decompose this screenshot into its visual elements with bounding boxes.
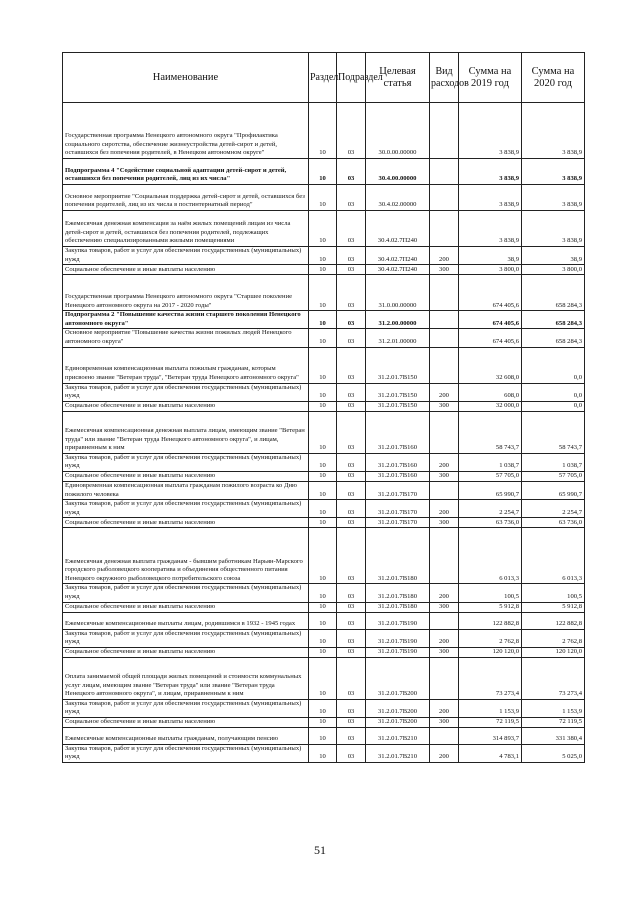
cell-sum-2020: 57 705,0 <box>522 471 585 481</box>
cell-target-article: 31.2.01.7В160 <box>366 453 430 471</box>
cell-sum-2019: 674 405,6 <box>459 329 522 347</box>
cell-name: Закупка товаров, работ и услуг для обеспечения государственных (муниципальных) нужд <box>63 500 309 518</box>
cell-razdel: 10 <box>309 103 337 159</box>
cell-razdel: 10 <box>309 383 337 401</box>
cell-sum-2020: 658 284,3 <box>522 311 585 329</box>
cell-name: Закупка товаров, работ и услуг для обеспечения государственных (муниципальных) нужд <box>63 247 309 265</box>
cell-name: Основное мероприятие "Повышение качества жизни пожилых людей Ненецкого автономного округа" <box>63 329 309 347</box>
cell-target-article: 31.2.01.7В160 <box>366 471 430 481</box>
cell-sum-2020: 120 120,0 <box>522 647 585 657</box>
cell-expense-type <box>430 481 459 499</box>
cell-sum-2020: 122 882,8 <box>522 612 585 629</box>
cell-target-article: 31.2.01.7В170 <box>366 500 430 518</box>
cell-name: Подпрограмма 4 "Содействие социальной адаптации детей-сирот и детей, оставшихся без попечения родителей, лиц из их числа" <box>63 159 309 185</box>
cell-target-article: 30.4.00.00000 <box>366 159 430 185</box>
cell-podrazdel: 03 <box>337 584 366 602</box>
cell-expense-type: 300 <box>430 401 459 411</box>
cell-sum-2019: 674 405,6 <box>459 275 522 311</box>
cell-podrazdel: 03 <box>337 744 366 762</box>
cell-sum-2019: 120 120,0 <box>459 647 522 657</box>
table-row <box>63 453 585 471</box>
cell-target-article: 31.2.01.7В190 <box>366 629 430 647</box>
cell-target-article: 31.2.01.7В200 <box>366 699 430 717</box>
cell-sum-2020: 72 119,5 <box>522 717 585 727</box>
cell-podrazdel: 03 <box>337 383 366 401</box>
cell-podrazdel: 03 <box>337 453 366 471</box>
header-podrazdel: Подраздел <box>337 53 366 103</box>
cell-razdel: 10 <box>309 471 337 481</box>
cell-name: Основное мероприятие "Социальная поддержка детей-сирот и детей, оставшихся без попечения родителей, лиц из их числа в постинтернатный период" <box>63 185 309 211</box>
cell-sum-2019: 3 838,9 <box>459 211 522 247</box>
cell-podrazdel: 03 <box>337 629 366 647</box>
cell-sum-2019: 2 254,7 <box>459 500 522 518</box>
cell-name: Ежемесячные компенсационные выплаты гражданам, получающим пенсию <box>63 727 309 744</box>
cell-target-article: 31.2.01.7В160 <box>366 411 430 453</box>
cell-razdel: 10 <box>309 647 337 657</box>
cell-podrazdel: 03 <box>337 657 366 699</box>
cell-expense-type <box>430 612 459 629</box>
cell-expense-type <box>430 275 459 311</box>
cell-podrazdel: 03 <box>337 518 366 528</box>
cell-razdel: 10 <box>309 528 337 584</box>
cell-sum-2020: 6 013,3 <box>522 528 585 584</box>
cell-target-article: 31.2.01.7В190 <box>366 647 430 657</box>
cell-sum-2020: 0,0 <box>522 401 585 411</box>
table-row <box>63 518 585 528</box>
cell-expense-type: 200 <box>430 383 459 401</box>
cell-expense-type: 200 <box>430 584 459 602</box>
cell-target-article: 31.2.01.7В180 <box>366 584 430 602</box>
cell-razdel: 10 <box>309 159 337 185</box>
cell-podrazdel: 03 <box>337 185 366 211</box>
cell-sum-2019: 4 783,1 <box>459 744 522 762</box>
cell-razdel: 10 <box>309 247 337 265</box>
cell-razdel: 10 <box>309 657 337 699</box>
cell-expense-type <box>430 185 459 211</box>
table-row <box>63 247 585 265</box>
cell-sum-2020: 3 800,0 <box>522 265 585 275</box>
table-row <box>63 647 585 657</box>
cell-target-article: 31.0.00.00000 <box>366 275 430 311</box>
cell-expense-type <box>430 657 459 699</box>
table-body <box>63 103 585 763</box>
cell-expense-type <box>430 528 459 584</box>
cell-sum-2020: 0,0 <box>522 347 585 383</box>
cell-podrazdel: 03 <box>337 481 366 499</box>
cell-name: Социальное обеспечение и иные выплаты населению <box>63 717 309 727</box>
cell-name: Социальное обеспечение и иные выплаты населению <box>63 401 309 411</box>
header-target-article: Целевая статья <box>366 53 430 103</box>
cell-podrazdel: 03 <box>337 471 366 481</box>
table-row <box>63 629 585 647</box>
cell-expense-type <box>430 347 459 383</box>
cell-name: Единовременная компенсационная выплата гражданам пожилого возраста ко Дню пожилого человека <box>63 481 309 499</box>
cell-expense-type: 200 <box>430 247 459 265</box>
cell-target-article: 31.2.01.7В150 <box>366 401 430 411</box>
cell-podrazdel: 03 <box>337 612 366 629</box>
table-row <box>63 275 585 311</box>
cell-expense-type: 300 <box>430 518 459 528</box>
cell-sum-2020: 331 380,4 <box>522 727 585 744</box>
cell-sum-2020: 1 038,7 <box>522 453 585 471</box>
cell-name: Ежемесячная денежная компенсация за наём жилых помещений лицам из числа детей-сирот и детей, оставшихся без попечения родителей, подлежащих обеспечению специализированными жилыми помещениями <box>63 211 309 247</box>
cell-razdel: 10 <box>309 329 337 347</box>
cell-razdel: 10 <box>309 347 337 383</box>
cell-sum-2019: 1 038,7 <box>459 453 522 471</box>
header-name: Наименование <box>63 53 309 103</box>
header-razdel: Раздел <box>309 53 337 103</box>
header-sum-2019: Сумма на 2019 год <box>459 53 522 103</box>
table-row <box>63 528 585 584</box>
cell-expense-type: 300 <box>430 471 459 481</box>
page-number: 51 <box>314 843 326 857</box>
cell-sum-2019: 38,9 <box>459 247 522 265</box>
cell-podrazdel: 03 <box>337 647 366 657</box>
cell-sum-2019: 63 736,0 <box>459 518 522 528</box>
cell-name: Закупка товаров, работ и услуг для обеспечения государственных (муниципальных) нужд <box>63 699 309 717</box>
cell-name: Государственная программа Ненецкого автономного округа "Старшее поколение Ненецкого автономного округа на 2017 - 2020 годы" <box>63 275 309 311</box>
cell-sum-2020: 58 743,7 <box>522 411 585 453</box>
cell-expense-type: 200 <box>430 453 459 471</box>
cell-expense-type <box>430 211 459 247</box>
cell-sum-2020: 38,9 <box>522 247 585 265</box>
cell-podrazdel: 03 <box>337 275 366 311</box>
cell-sum-2019: 3 838,9 <box>459 103 522 159</box>
cell-name: Ежемесячная компенсационная денежная выплата лицам, имеющим звание "Ветеран труда" или звание "Ветеран труда Ненецкого автономного округа", и лицам, приравненным к ним <box>63 411 309 453</box>
cell-razdel: 10 <box>309 699 337 717</box>
header-expense-type: Вид расходов <box>430 53 459 103</box>
cell-razdel: 10 <box>309 744 337 762</box>
cell-target-article: 31.2.01.7В210 <box>366 727 430 744</box>
cell-expense-type: 200 <box>430 699 459 717</box>
cell-razdel: 10 <box>309 518 337 528</box>
table-header-row <box>63 53 585 103</box>
cell-expense-type <box>430 103 459 159</box>
table-row <box>63 699 585 717</box>
cell-sum-2020: 3 838,9 <box>522 103 585 159</box>
cell-razdel: 10 <box>309 265 337 275</box>
cell-podrazdel: 03 <box>337 247 366 265</box>
table-row <box>63 329 585 347</box>
cell-expense-type: 300 <box>430 602 459 612</box>
table-row <box>63 383 585 401</box>
cell-podrazdel: 03 <box>337 717 366 727</box>
cell-sum-2019: 3 838,9 <box>459 159 522 185</box>
cell-sum-2020: 3 838,9 <box>522 211 585 247</box>
cell-target-article: 31.2.01.7В180 <box>366 528 430 584</box>
table-row <box>63 411 585 453</box>
cell-expense-type: 300 <box>430 717 459 727</box>
cell-sum-2019: 65 990,7 <box>459 481 522 499</box>
cell-name: Оплата занимаемой общей площади жилых помещений и стоимости коммунальных услуг лицам, имеющим звание "Ветеран труда" или звание "Ветеран труда Ненецкого автономного округа", и лицам, приравненным к ним <box>63 657 309 699</box>
table-row <box>63 185 585 211</box>
table-row <box>63 347 585 383</box>
table-row <box>63 602 585 612</box>
cell-sum-2020: 3 838,9 <box>522 159 585 185</box>
cell-expense-type <box>430 311 459 329</box>
cell-target-article: 31.2.01.7В200 <box>366 657 430 699</box>
cell-razdel: 10 <box>309 727 337 744</box>
cell-target-article: 31.2.00.00000 <box>366 311 430 329</box>
cell-razdel: 10 <box>309 211 337 247</box>
table-row <box>63 612 585 629</box>
cell-sum-2020: 63 736,0 <box>522 518 585 528</box>
cell-name: Социальное обеспечение и иные выплаты населению <box>63 265 309 275</box>
cell-target-article: 30.4.02.7П240 <box>366 265 430 275</box>
cell-name: Закупка товаров, работ и услуг для обеспечения государственных (муниципальных) нужд <box>63 629 309 647</box>
cell-sum-2020: 0,0 <box>522 383 585 401</box>
table-row <box>63 211 585 247</box>
cell-razdel: 10 <box>309 584 337 602</box>
cell-razdel: 10 <box>309 453 337 471</box>
cell-target-article: 31.2.01.7В190 <box>366 612 430 629</box>
cell-name: Социальное обеспечение и иные выплаты населению <box>63 518 309 528</box>
cell-target-article: 31.2.01.7В150 <box>366 347 430 383</box>
cell-sum-2019: 674 405,6 <box>459 311 522 329</box>
cell-sum-2019: 58 743,7 <box>459 411 522 453</box>
table-row <box>63 717 585 727</box>
cell-sum-2019: 32 000,0 <box>459 401 522 411</box>
cell-podrazdel: 03 <box>337 602 366 612</box>
cell-razdel: 10 <box>309 481 337 499</box>
cell-razdel: 10 <box>309 311 337 329</box>
table-row <box>63 471 585 481</box>
cell-podrazdel: 03 <box>337 311 366 329</box>
table-row <box>63 401 585 411</box>
cell-sum-2019: 3 800,0 <box>459 265 522 275</box>
cell-sum-2019: 314 893,7 <box>459 727 522 744</box>
cell-name: Подпрограмма 2 "Повышение качества жизни старшего поколения Ненецкого автономного округа" <box>63 311 309 329</box>
cell-podrazdel: 03 <box>337 347 366 383</box>
cell-sum-2020: 3 838,9 <box>522 185 585 211</box>
cell-podrazdel: 03 <box>337 401 366 411</box>
cell-expense-type: 200 <box>430 500 459 518</box>
cell-razdel: 10 <box>309 612 337 629</box>
cell-podrazdel: 03 <box>337 159 366 185</box>
cell-podrazdel: 03 <box>337 211 366 247</box>
table-row <box>63 584 585 602</box>
cell-target-article: 31.2.01.7В170 <box>366 518 430 528</box>
cell-razdel: 10 <box>309 629 337 647</box>
cell-sum-2020: 5 912,8 <box>522 602 585 612</box>
cell-target-article: 30.0.00.00000 <box>366 103 430 159</box>
table-row <box>63 159 585 185</box>
cell-expense-type: 200 <box>430 744 459 762</box>
table-row <box>63 500 585 518</box>
cell-sum-2019: 72 119,5 <box>459 717 522 727</box>
cell-sum-2020: 658 284,3 <box>522 275 585 311</box>
cell-name: Закупка товаров, работ и услуг для обеспечения государственных (муниципальных) нужд <box>63 744 309 762</box>
cell-name: Ежемесячная денежная выплата гражданам - бывшим работникам Нарьян-Марского городского рыболовецкого кооператива и объединения общественного питания Ненецкого окружного рыболовецкого потребительского союза <box>63 528 309 584</box>
cell-sum-2020: 65 990,7 <box>522 481 585 499</box>
cell-name: Закупка товаров, работ и услуг для обеспечения государственных (муниципальных) нужд <box>63 453 309 471</box>
cell-sum-2019: 122 882,8 <box>459 612 522 629</box>
cell-sum-2019: 3 838,9 <box>459 185 522 211</box>
cell-podrazdel: 03 <box>337 699 366 717</box>
cell-name: Социальное обеспечение и иные выплаты населению <box>63 471 309 481</box>
cell-podrazdel: 03 <box>337 329 366 347</box>
table-row <box>63 311 585 329</box>
cell-podrazdel: 03 <box>337 103 366 159</box>
cell-podrazdel: 03 <box>337 500 366 518</box>
budget-table <box>62 52 585 763</box>
cell-name: Закупка товаров, работ и услуг для обеспечения государственных (муниципальных) нужд <box>63 383 309 401</box>
cell-podrazdel: 03 <box>337 528 366 584</box>
cell-target-article: 30.4.02.7П240 <box>366 211 430 247</box>
cell-expense-type <box>430 727 459 744</box>
cell-podrazdel: 03 <box>337 265 366 275</box>
table-row <box>63 727 585 744</box>
header-sum-2020: Сумма на 2020 год <box>522 53 585 103</box>
cell-sum-2020: 658 284,3 <box>522 329 585 347</box>
cell-sum-2019: 5 912,8 <box>459 602 522 612</box>
cell-razdel: 10 <box>309 500 337 518</box>
table-row <box>63 744 585 762</box>
cell-sum-2019: 608,0 <box>459 383 522 401</box>
cell-name: Социальное обеспечение и иные выплаты населению <box>63 647 309 657</box>
table-row <box>63 481 585 499</box>
cell-razdel: 10 <box>309 717 337 727</box>
cell-name: Государственная программа Ненецкого автономного округа "Профилактика социального сиротства, обеспечение жизнеустройства детей-сирот и детей, оставшихся без попечения родителей, в Ненецком автономном округе" <box>63 103 309 159</box>
cell-target-article: 31.2.01.7В210 <box>366 744 430 762</box>
cell-sum-2020: 2 762,8 <box>522 629 585 647</box>
cell-target-article: 31.2.01.00000 <box>366 329 430 347</box>
cell-target-article: 31.2.01.7В170 <box>366 481 430 499</box>
cell-name: Закупка товаров, работ и услуг для обеспечения государственных (муниципальных) нужд <box>63 584 309 602</box>
cell-sum-2020: 5 025,0 <box>522 744 585 762</box>
cell-razdel: 10 <box>309 602 337 612</box>
cell-sum-2020: 73 273,4 <box>522 657 585 699</box>
cell-sum-2019: 2 762,8 <box>459 629 522 647</box>
table-row <box>63 103 585 159</box>
cell-target-article: 30.4.02.00000 <box>366 185 430 211</box>
cell-podrazdel: 03 <box>337 411 366 453</box>
cell-razdel: 10 <box>309 411 337 453</box>
cell-name: Единовременная компенсационная выплата пожилым гражданам, которым присвоено звание "Ветеран труда", "Ветеран труда Ненецкого автономного округа" <box>63 347 309 383</box>
cell-expense-type: 300 <box>430 265 459 275</box>
cell-target-article: 31.2.01.7В150 <box>366 383 430 401</box>
cell-sum-2020: 1 153,9 <box>522 699 585 717</box>
cell-razdel: 10 <box>309 185 337 211</box>
cell-sum-2019: 1 153,9 <box>459 699 522 717</box>
cell-target-article: 30.4.02.7П240 <box>366 247 430 265</box>
table-row <box>63 657 585 699</box>
cell-razdel: 10 <box>309 401 337 411</box>
cell-razdel: 10 <box>309 275 337 311</box>
cell-expense-type <box>430 411 459 453</box>
cell-sum-2020: 2 254,7 <box>522 500 585 518</box>
cell-target-article: 31.2.01.7В200 <box>366 717 430 727</box>
cell-target-article: 31.2.01.7В180 <box>366 602 430 612</box>
cell-name: Ежемесячные компенсационные выплаты лицам, родившимся в 1932 - 1945 годах <box>63 612 309 629</box>
cell-name: Социальное обеспечение и иные выплаты населению <box>63 602 309 612</box>
cell-sum-2019: 100,5 <box>459 584 522 602</box>
cell-expense-type: 300 <box>430 647 459 657</box>
cell-podrazdel: 03 <box>337 727 366 744</box>
cell-sum-2019: 6 013,3 <box>459 528 522 584</box>
cell-expense-type <box>430 159 459 185</box>
cell-sum-2019: 32 608,0 <box>459 347 522 383</box>
table-row <box>63 265 585 275</box>
cell-sum-2019: 57 705,0 <box>459 471 522 481</box>
cell-sum-2019: 73 273,4 <box>459 657 522 699</box>
cell-expense-type: 200 <box>430 629 459 647</box>
cell-sum-2020: 100,5 <box>522 584 585 602</box>
cell-expense-type <box>430 329 459 347</box>
